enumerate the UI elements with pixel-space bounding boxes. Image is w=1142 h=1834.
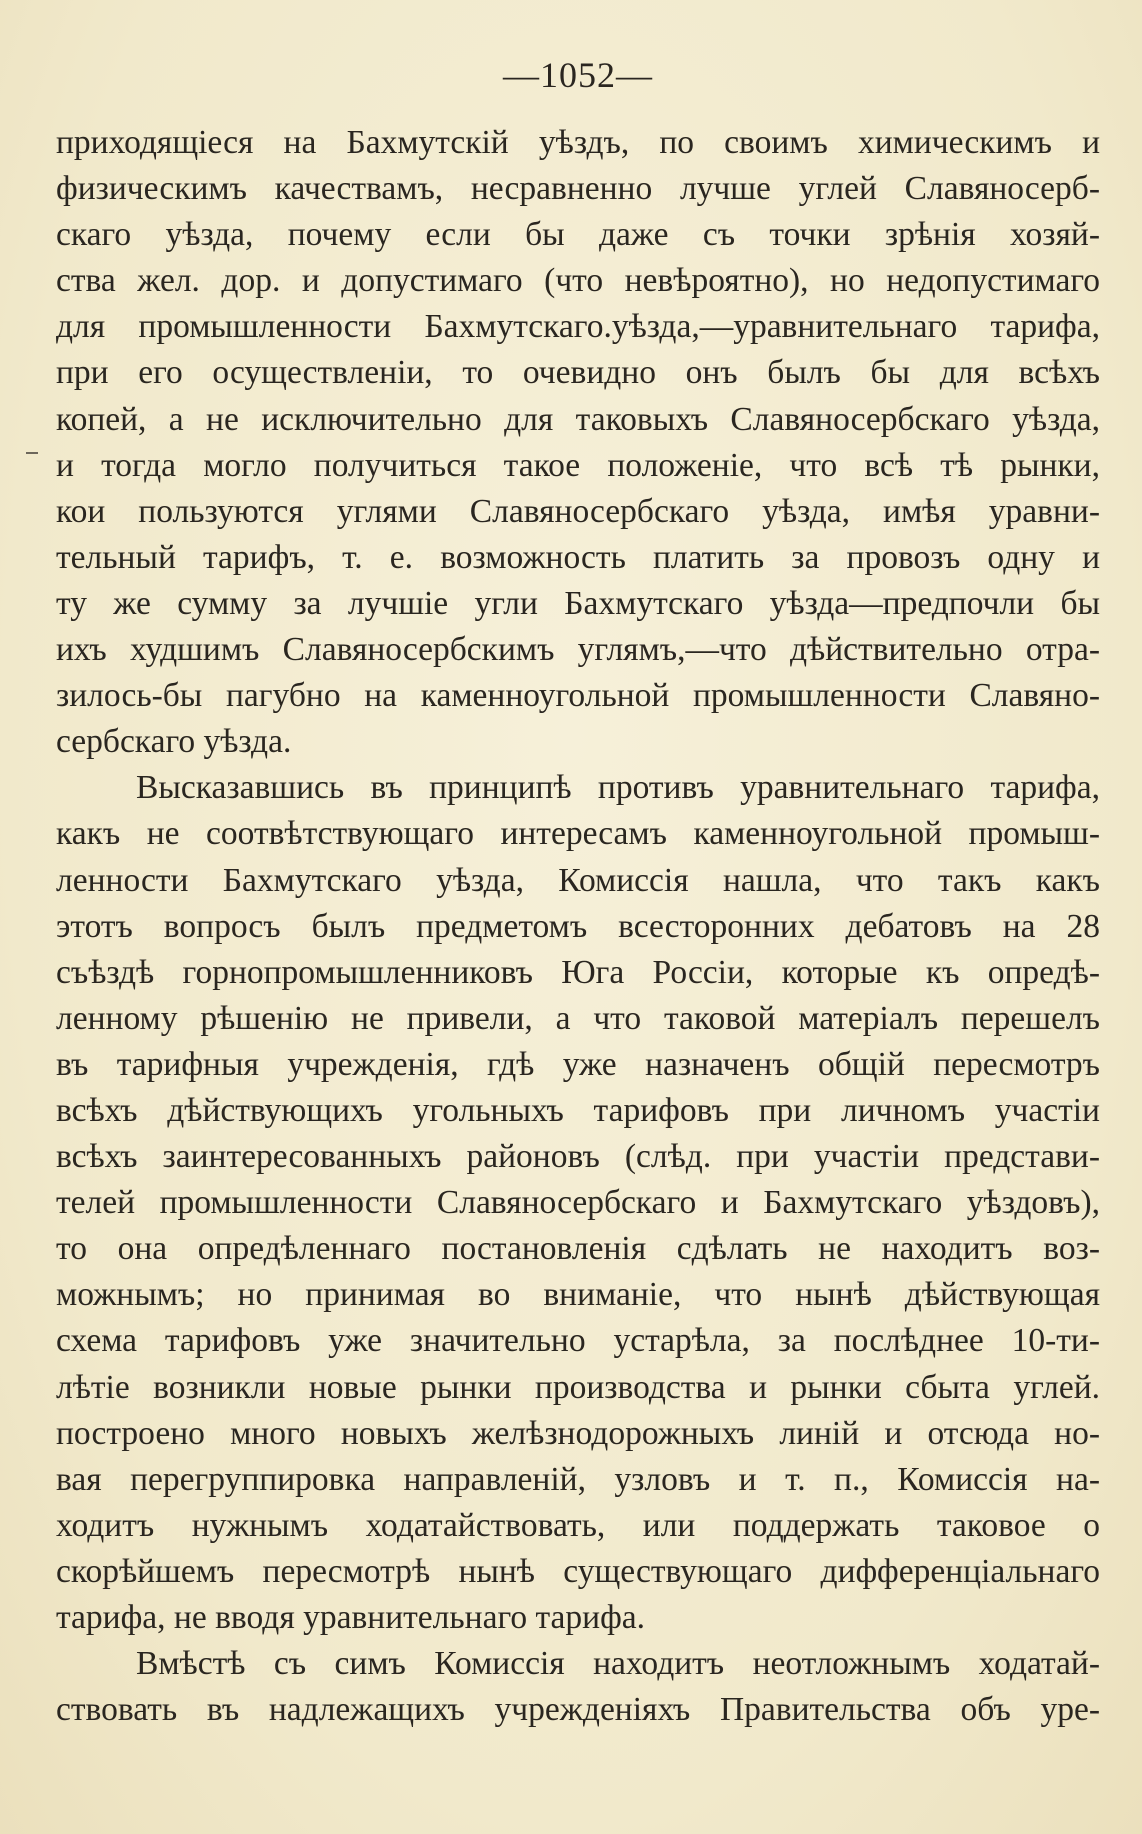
text-line: ту же сумму за лучшіе угли Бахмутскаго уѣзда—предпочли бы — [56, 584, 1100, 622]
paragraph — [56, 765, 1100, 1641]
text-line: ихъ худшимъ Славяносербскимъ углямъ,—что дѣйствительно отра- — [56, 631, 1100, 669]
text-line: ства жел. дор. и допустимаго (что невѣроятно), но недопустимаго — [56, 262, 1100, 300]
text-line: для промышленности Бахмутскаго.уѣзда,—уравнительнаго тарифа, — [56, 308, 1100, 346]
page-number: —1052— — [503, 55, 653, 95]
text-line: физическимъ качествамъ, несравненно лучше углей Славяносерб- — [56, 170, 1100, 208]
paragraph-container — [56, 120, 1100, 1733]
text-line: построено много новыхъ желѣзнодорожныхъ линій и отсюда но- — [56, 1414, 1100, 1452]
text-line: то она опредѣленнаго постановленія сдѣлать не находитъ воз- — [56, 1230, 1100, 1268]
text-line: схема тарифовъ уже значительно устарѣла, за послѣднее 10-ти- — [56, 1322, 1100, 1360]
paragraph — [56, 1641, 1100, 1733]
text-line: тельный тарифъ, т. е. возможность платить за провозъ одну и — [56, 538, 1100, 576]
text-line: ходитъ нужнымъ ходатайствовать, или поддержать таковое о — [56, 1506, 1100, 1544]
text-line: ствовать въ надлежащихъ учрежденіяхъ Правительства объ уре- — [56, 1691, 1100, 1729]
text-line: и тогда могло получиться такое положеніе, что всѣ тѣ рынки, — [56, 446, 1100, 484]
text-line: какъ не соотвѣтствующаго интересамъ каменноугольной промыш- — [56, 815, 1100, 853]
paragraph — [56, 120, 1100, 765]
text-line: этотъ вопросъ былъ предметомъ всесторонних дебатовъ на 28 — [56, 907, 1100, 945]
text-line: Высказавшись въ принципѣ противъ уравнительнаго тарифа, — [136, 769, 1100, 807]
margin-mark — [26, 452, 38, 454]
text-line: съѣздѣ горнопромышленниковъ Юга Россіи, которые къ опредѣ- — [56, 953, 1100, 991]
text-line: тарифа, не вводя уравнительнаго тарифа. — [56, 1599, 646, 1636]
text-line: Вмѣстѣ съ симъ Комиссія находитъ неотложнымъ ходатай- — [136, 1645, 1100, 1683]
text-line: при его осуществленіи, то очевидно онъ былъ бы для всѣхъ — [56, 354, 1100, 392]
text-line: телей промышленности Славяносербскаго и Бахмутскаго уѣздовъ), — [56, 1184, 1100, 1222]
text-line: скорѣйшемъ пересмотрѣ нынѣ существующаго дифференціальнаго — [56, 1552, 1100, 1590]
text-line: кои пользуются углями Славяносербскаго уѣзда, имѣя уравни- — [56, 492, 1100, 530]
text-line: копей, а не исключительно для таковыхъ Славяносербскаго уѣзда, — [56, 400, 1100, 438]
text-line: ленному рѣшенію не привели, а что таковой матеріалъ перешелъ — [56, 999, 1100, 1037]
text-line: вая перегруппировка направленій, узловъ и т. п., Комиссія на- — [56, 1460, 1100, 1498]
text-line: приходящіеся на Бахмутскій уѣздъ, по своимъ химическимъ и — [56, 124, 1100, 161]
body-text — [56, 120, 1100, 1733]
text-line: можнымъ; но принимая во вниманіе, что нынѣ дѣйствующая — [56, 1276, 1100, 1314]
text-line: всѣхъ заинтересованныхъ районовъ (слѣд. при участіи представи- — [56, 1138, 1100, 1176]
text-line: въ тарифныя учрежденія, гдѣ уже назначенъ общій пересмотръ — [56, 1045, 1100, 1083]
text-line: скаго уѣзда, почему если бы даже съ точки зрѣнія хозяй- — [56, 216, 1100, 254]
text-line: ленности Бахмутскаго уѣзда, Комиссія нашла, что такъ какъ — [56, 861, 1100, 899]
text-line: всѣхъ дѣйствующихъ угольныхъ тарифовъ при личномъ участіи — [56, 1091, 1100, 1129]
text-line: лѣтіе возникли новые рынки производства и рынки сбыта углей. — [56, 1368, 1100, 1406]
text-line: сербскаго уѣзда. — [56, 723, 292, 761]
text-line: зилось-бы пагубно на каменноугольной промышленности Славяно- — [56, 677, 1100, 715]
